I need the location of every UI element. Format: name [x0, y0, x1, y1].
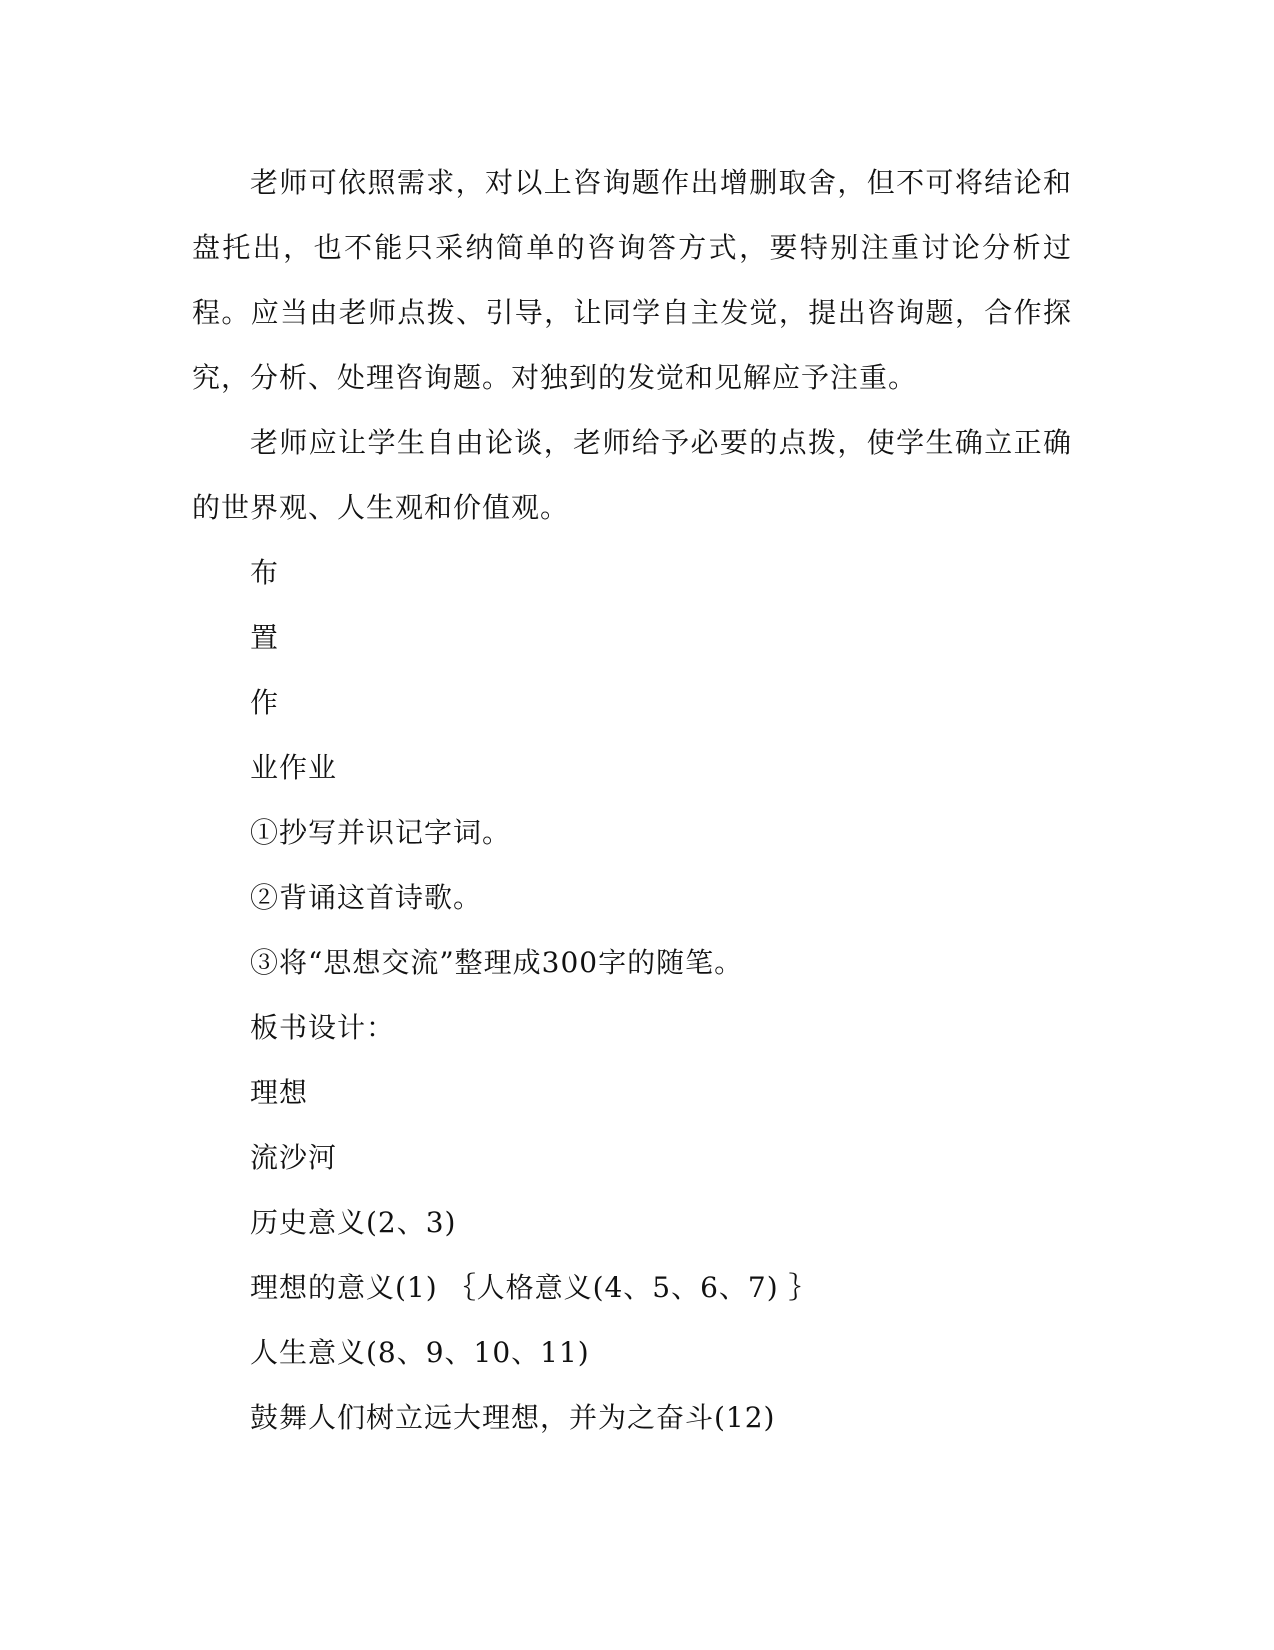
homework-item-2: ②背诵这首诗歌。	[250, 881, 483, 914]
blackboard-author: 流沙河	[250, 1141, 338, 1174]
document-body	[192, 150, 1072, 1450]
blackboard-meaning-of-ideals: 理想的意义(1) ｛人格意义(4、5、6、7) ｝	[250, 1271, 818, 1304]
paragraph-teacher-guidance: 老师可依照需求，对以上咨询题作出增删取舍，但不可将结论和盘托出，也不能只采纳简单的咨询答方式，要特别注重讨论分析过程。应当由老师点拨、引导，让同学自主发觉，提出咨询题，合作探究，分析、处理咨询题。对独到的发觉和见解应予注重。	[192, 166, 1072, 394]
blackboard-historical-meaning: 历史意义(2、3)	[250, 1206, 457, 1239]
paragraph-free-discussion: 老师应让学生自由论谈，老师给予必要的点拨，使学生确立正确的世界观、人生观和价值观。	[192, 426, 1072, 524]
blackboard-design-heading: 板书设计：	[250, 1011, 396, 1044]
text-line-zhi: 置	[250, 621, 280, 654]
blackboard-encouragement: 鼓舞人们树立远大理想，并为之奋斗(12)	[250, 1401, 776, 1434]
homework-item-1: ①抄写并识记字词。	[250, 816, 512, 849]
blackboard-title: 理想	[250, 1076, 309, 1109]
text-line-bu: 布	[250, 556, 280, 589]
homework-item-3: ③将“思想交流”整理成300字的随笔。	[250, 946, 744, 979]
blackboard-life-meaning: 人生意义(8、9、10、11)	[250, 1336, 590, 1369]
text-line-homework-heading: 业作业	[250, 751, 338, 784]
text-line-zuo: 作	[250, 686, 280, 719]
